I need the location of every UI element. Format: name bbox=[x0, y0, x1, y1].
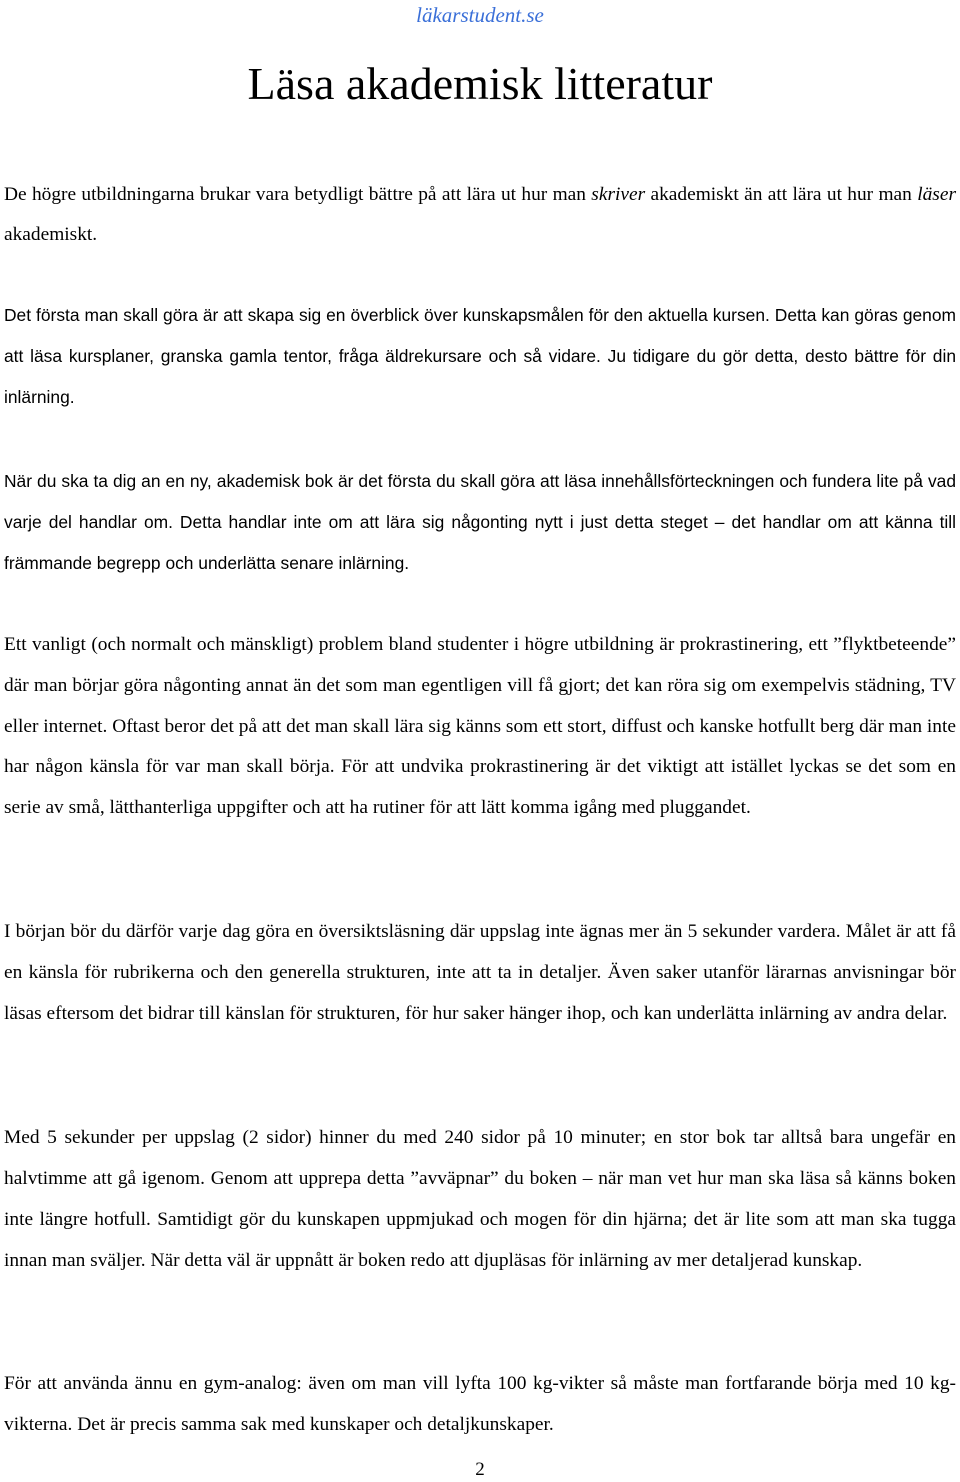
site-header-link[interactable]: läkarstudent.se bbox=[416, 3, 544, 27]
page-title: Läsa akademisk litteratur bbox=[247, 58, 713, 109]
emphasis-laser: läser bbox=[917, 184, 956, 205]
paragraph-five-seconds: Med 5 sekunder per uppslag (2 sidor) hinner du med 240 sidor på 10 minuter; en stor bok tar alltså bara ungefär en halvtimme att gå igenom. Genom att upprepa detta ”avväpnar” du boken – när man vet hur man ska läsa så känns boken inte längre hotfull. Samtidigt gör du kunskapen uppmjukad och mogen för din hjärna; det är lite som att man ska tugga innan man sväljer. När detta väl är uppnått är boken redo att djupläsas för inlärning av mer detaljerad kunskap. bbox=[4, 1127, 956, 1271]
paragraph-intro-text-1: De högre utbildningarna brukar vara betydligt bättre på att lära ut hur man bbox=[4, 184, 592, 205]
paragraph-intro-text-2: akademiskt än att lära ut hur man bbox=[645, 184, 918, 205]
emphasis-skriver: skriver bbox=[591, 184, 646, 205]
paragraph-new-book: När du ska ta dig an en ny, akademisk bok är det första du skall göra att läsa innehållsförteckningen och fundera lite på vad varje del handlar om. Detta handlar inte om att lära sig någonting nytt i just detta steget – det handlar om att känna till främmande begrepp och underlätta senare inlärning. bbox=[4, 471, 956, 573]
page-number: 2 bbox=[475, 1459, 485, 1480]
paragraph-skim-reading: I början bör du därför varje dag göra en översiktsläsning där uppslag inte ägnas mer än 5 sekunder vardera. Målet är att få en känsla för rubrikerna och den generella strukturen, inte att ta in detaljer. Även saker utanför lärarnas anvisningar bör läsas eftersom det bidrar till känslan för strukturen, för hur saker hänger ihop, och kan underlätta inlärning av andra delar. bbox=[4, 921, 956, 1024]
paragraph-overview: Det första man skall göra är att skapa sig en överblick över kunskapsmålen för den aktuella kursen. Detta kan göras genom att läsa kursplaner, granska gamla tentor, fråga äldrekursare och så vidare. Ju tidigare du gör detta, desto bättre för din inlärning. bbox=[4, 305, 956, 407]
paragraph-procrastination: Ett vanligt (och normalt och mänskligt) problem bland studenter i högre utbildning är prokrastinering, ett ”flyktbeteende” där man börjar göra någonting annat än det som man egentligen vill få gjort; det kan röra sig om exempelvis städning, TV eller internet. Oftast beror det på att det man skall lära sig känns som ett stort, diffust och kanske hotfullt berg där man inte har någon känsla för var man skall börja. För att undvika prokrastinering är det viktigt att istället lyckas se det som en serie av små, lätthanterliga uppgifter och att ha rutiner för att lätt komma igång med pluggandet. bbox=[4, 634, 956, 819]
paragraph-intro bbox=[4, 175, 956, 255]
paragraph-gym-analogy: För att använda ännu en gym-analog: även om man vill lyfta 100 kg-vikter så måste man fortfarande börja med 10 kg-vikterna. Det är precis samma sak med kunskaper och detaljkunskaper. bbox=[4, 1373, 956, 1435]
paragraph-intro-text-3: akademiskt. bbox=[4, 224, 98, 245]
